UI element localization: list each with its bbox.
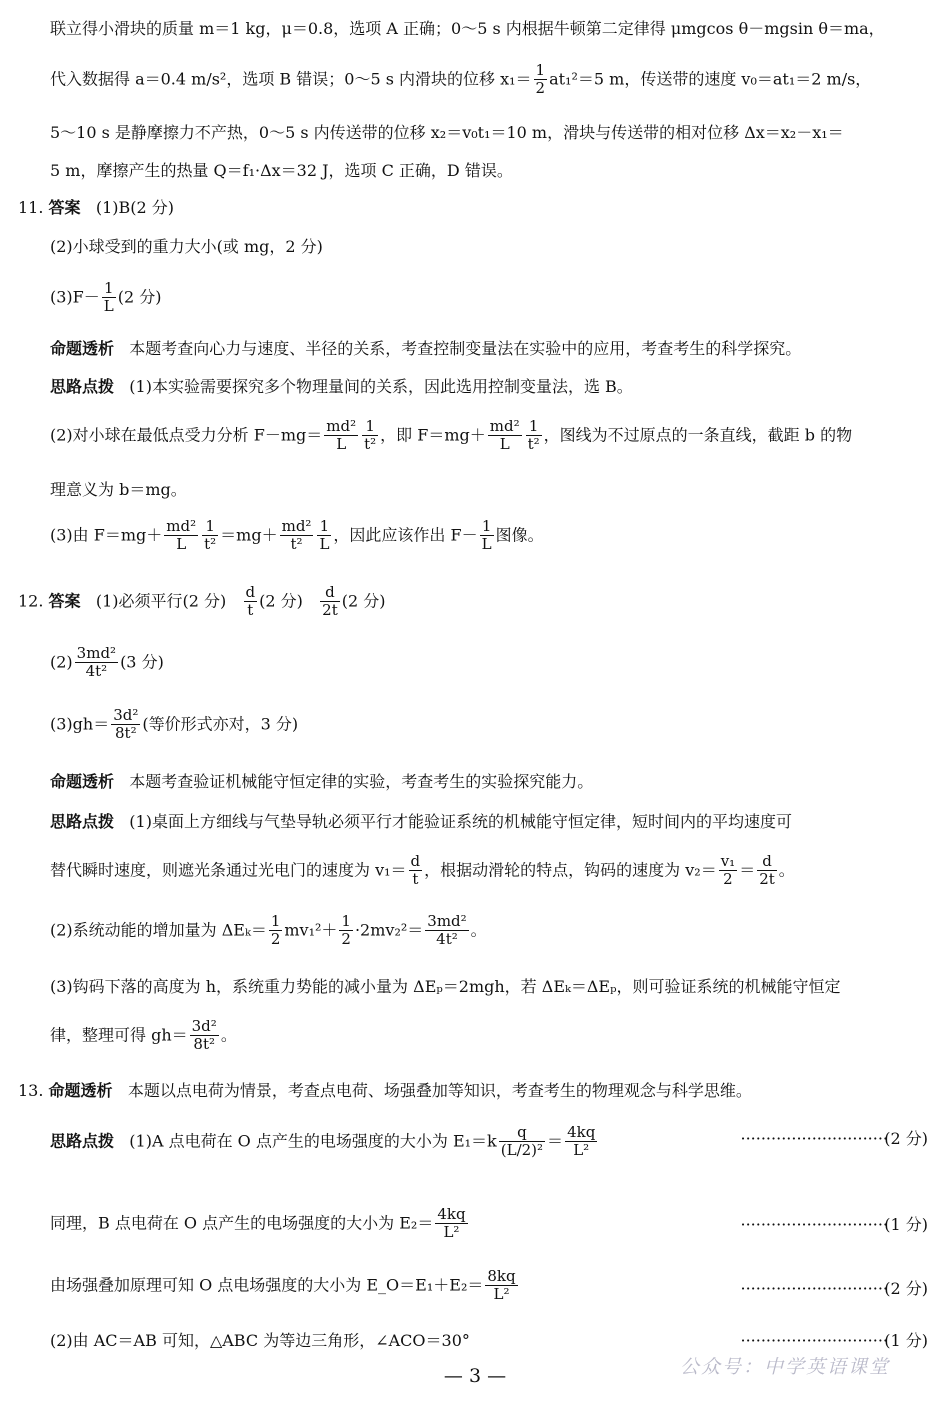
q12-analysis: 命题透析 本题考查验证机械能守恒定律的实验，考查考生的实验探究能力。 <box>50 772 594 791</box>
fraction: $\frac{\text{3d²}}{\text{8t²}}$ <box>191 1017 217 1054</box>
fraction: $\frac{\text{v₁}}{2}$ <box>720 852 736 889</box>
q12-solution-1: 思路点拨 (1)桌面上方细线与气垫导轨必须平行才能验证系统的机械能守恒定律，短时间内的平均速度可 <box>50 812 792 831</box>
fraction: $\frac{1}{L}$ <box>319 517 330 554</box>
text-line: 5～10 s 是静摩擦力不产热，0～5 s 内传送带的位移 x₂＝v₀t₁＝10 m，滑块与传送带的相对位移 Δx＝x₂－x₁＝ <box>50 123 844 142</box>
fraction: $\frac{\text{md²}}{L}$ <box>166 517 197 554</box>
fraction: $\frac{1}{2}$ <box>535 61 546 98</box>
q13-solution-4: (2)由 AC＝AB 可知，△ABC 为等边三角形，∠ACO＝30° <box>50 1331 470 1350</box>
leader-dots: ····························· <box>740 1331 888 1350</box>
text-line: 联立得小滑块的质量 m＝1 kg，μ＝0.8，选项 A 正确；0～5 s 内根据牛顿第二定律得 μmgcos θ－mgsin θ＝ma， <box>50 19 885 38</box>
q11-solution-2: (2)对小球在最低点受力分析 F－mg＝ $\frac{\text{md²}}{L}$ $\frac{1}{\text{t²}}$ ，即 F＝mg＋ $\frac{\text{md²}}{L}$ $\frac{1}{\text{t²}}$ ，图线为不过原点的一条直线，截距 b 的物 <box>50 417 853 454</box>
q13-analysis: 13. 命题透析 本题以点电荷为情景，考查点电荷、场强叠加等知识，考查考生的物理观念与科学思维。 <box>18 1081 752 1100</box>
fraction: $\frac{1}{\text{t²}}$ <box>204 517 217 554</box>
q11-answer-3: (3)F－ $\frac{1}{L}$ (2 分) <box>50 279 162 316</box>
q12-solution-4: (3)钩码下落的高度为 h，系统重力势能的减小量为 ΔEₚ＝2mgh，若 ΔEₖ＝ΔEₚ，则可验证系统的机械能守恒定 <box>50 977 841 996</box>
text-line: 代入数据得 a＝0.4 m/s²，选项 B 错误；0～5 s 内滑块的位移 x₁＝ $\frac{1}{2}$ at₁²＝5 m，传送带的速度 v₀＝at₁＝2 m/s， <box>50 61 872 98</box>
q11-answer-2: (2)小球受到的重力大小(或 mg，2 分) <box>50 237 323 256</box>
score: (1 分) <box>884 1331 928 1350</box>
fraction: $\frac{\text{md²}}{\text{t²}}$ <box>281 517 312 554</box>
q13-solution-3: 由场强叠加原理可知 O 点电场强度的大小为 E_O＝E₁＋E₂＝ $\frac{8kq}{\text{L²}}$ <box>50 1267 516 1304</box>
q13-solution-1: 思路点拨 (1)A 点电荷在 O 点产生的电场强度的大小为 E₁＝k $\frac{q}{\text{(L/2)²}}$ ＝ $\frac{4kq}{\text{L²}}$ <box>50 1123 596 1160</box>
fraction: $\frac{1}{2}$ <box>341 912 351 949</box>
score: (2 分) <box>884 1129 928 1148</box>
fraction: $\frac{\text{md²}}{L}$ <box>326 417 357 454</box>
leader-dots: ····························· <box>740 1129 888 1148</box>
q12-solution-5: 律，整理可得 gh＝ $\frac{\text{3d²}}{\text{8t²}}$ 。 <box>50 1017 237 1054</box>
score: (1 分) <box>884 1215 928 1234</box>
fraction: $\frac{q}{\text{(L/2)²}}$ <box>500 1123 544 1160</box>
fraction: $\frac{1}{\text{t²}}$ <box>527 417 540 454</box>
fraction: $\frac{1}{L}$ <box>481 517 492 554</box>
fraction: $\frac{\text{3md²}}{\text{4t²}}$ <box>427 912 467 949</box>
q11-solution-3: (3)由 F＝mg＋ $\frac{\text{md²}}{L}$ $\frac{1}{\text{t²}}$ ＝mg＋ $\frac{\text{md²}}{\text{t²}}$ $\frac{1}{L}$ ，因此应该作出 F－ $\frac{1}{L}$ 图像。 <box>50 517 544 554</box>
q13-solution-2: 同理，B 点电荷在 O 点产生的电场强度的大小为 E₂＝ $\frac{4kq}{\text{L²}}$ <box>50 1205 466 1242</box>
fraction: $\frac{8kq}{\text{L²}}$ <box>487 1267 516 1304</box>
q11-solution-1: 思路点拨 (1)本实验需要探究多个物理量间的关系，因此选用控制变量法，选 B。 <box>50 377 633 396</box>
page-number: — 3 — <box>443 1365 507 1387</box>
leader-dots: ····························· <box>740 1215 888 1234</box>
fraction: $\frac{\text{md²}}{L}$ <box>489 417 520 454</box>
fraction: $\frac{\text{3d²}}{\text{8t²}}$ <box>113 706 139 743</box>
fraction: $\frac{d}{t}$ <box>410 852 421 889</box>
fraction: $\frac{4kq}{\text{L²}}$ <box>567 1123 596 1160</box>
q12-answer-3: (3)gh＝ $\frac{\text{3d²}}{\text{8t²}}$ (等价形式亦对，3 分) <box>50 706 299 743</box>
q11-solution-2-cont: 理意义为 b＝mg。 <box>50 480 187 499</box>
leader-dots: ····························· <box>740 1279 888 1298</box>
fraction: $\frac{\text{3md²}}{\text{4t²}}$ <box>76 644 117 681</box>
fraction: $\frac{1}{2}$ <box>270 912 281 949</box>
fraction: $\frac{4kq}{\text{L²}}$ <box>437 1205 466 1242</box>
watermark: 公众号：中学英语课堂 <box>679 1356 890 1378</box>
q12-answer-header: 12. 答案 (1)必须平行(2 分) $\frac{d}{t}$ (2 分) $\frac{d}{2t}$ (2 分) <box>18 583 386 620</box>
score: (2 分) <box>884 1279 928 1298</box>
fraction: $\frac{d}{2t}$ <box>759 852 775 889</box>
q11-analysis: 命题透析 本题考查向心力与速度、半径的关系，考查控制变量法在实验中的应用，考查考生的科学探究。 <box>50 339 802 358</box>
q12-solution-3: (2)系统动能的增加量为 ΔEₖ＝ $\frac{1}{2}$ mv₁²＋ $\frac{1}{2}$ ·2mv₂²＝ $\frac{\text{3md²}}{\text{4t²}}$ 。 <box>50 912 487 949</box>
text-line: 5 m，摩擦产生的热量 Q＝f₁·Δx＝32 J，选项 C 正确，D 错误。 <box>50 161 513 180</box>
fraction: $\frac{d}{t}$ <box>245 583 256 620</box>
q12-solution-2: 替代瞬时速度，则遮光条通过光电门的速度为 v₁＝ $\frac{d}{t}$ ，根据动滑轮的特点，钩码的速度为 v₂＝ $\frac{\text{v₁}}{2}$ ＝ $\frac{d}{2t}$ 。 <box>50 852 795 889</box>
q12-answer-2: (2) $\frac{\text{3md²}}{\text{4t²}}$ (3 分) <box>50 644 164 681</box>
fraction: $\frac{1}{\text{t²}}$ <box>364 417 377 454</box>
q11-answer-header: 11. 答案 (1)B(2 分) <box>18 198 175 217</box>
fraction: $\frac{1}{L}$ <box>103 279 114 316</box>
fraction: $\frac{d}{2t}$ <box>322 583 338 620</box>
